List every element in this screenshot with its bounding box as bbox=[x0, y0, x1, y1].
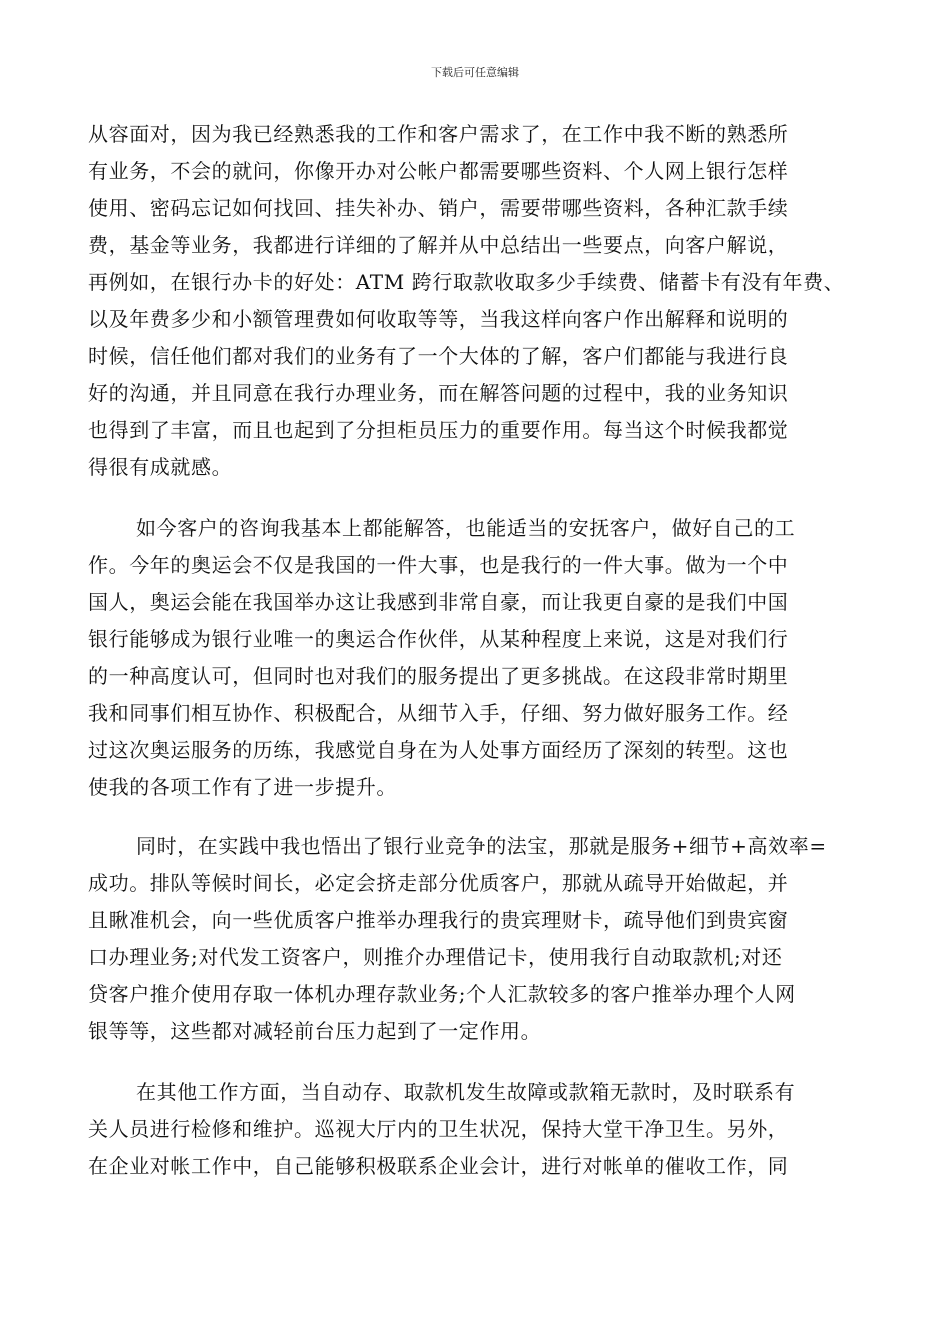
text-line: 且瞅准机会，向一些优质客户推举办理我行的贵宾理财卡，疏导他们到贵宾窗 bbox=[88, 908, 789, 932]
text-line: 得很有成就感。 bbox=[88, 455, 233, 479]
text-line: 使我的各项工作有了进一步提升。 bbox=[88, 775, 397, 799]
text-line: 银等等，这些都对减轻前台压力起到了一定作用。 bbox=[88, 1019, 542, 1043]
text-line: 以及年费多少和小额管理费如何收取等等，当我这样向客户作出解释和说明的 bbox=[88, 307, 789, 331]
text-line: 我和同事们相互协作、积极配合，从细节入手，仔细、努力做好服务工作。经 bbox=[88, 701, 789, 725]
text-line: 同时，在实践中我也悟出了银行业竞争的法宝，那就是服务+细节+高效率= bbox=[136, 834, 827, 858]
text-line: 使用、密码忘记如何找回、挂失补办、销户，需要带哪些资料，各种汇款手续 bbox=[88, 196, 789, 220]
text-line: 关人员进行检修和维护。巡视大厅内的卫生状况，保持大堂干净卫生。另外， bbox=[88, 1117, 789, 1141]
text-line: 成功。排队等候时间长，必定会挤走部分优质客户，那就从疏导开始做起，并 bbox=[88, 871, 789, 895]
text-line: 作。今年的奥运会不仅是我国的一件大事，也是我行的一件大事。做为一个中 bbox=[88, 553, 789, 577]
text-line: 好的沟通，并且同意在我行办理业务，而在解答问题的过程中，我的业务知识 bbox=[88, 381, 789, 405]
text-line: 国人，奥运会能在我国举办这让我感到非常自豪，而让我更自豪的是我们中国 bbox=[88, 590, 789, 614]
text-line: 银行能够成为银行业唯一的奥运合作伙伴，从某种程度上来说，这是对我们行 bbox=[88, 627, 789, 651]
text-line: 的一种高度认可，但同时也对我们的服务提出了更多挑战。在这段非常时期里 bbox=[88, 664, 789, 688]
text-line: 贷客户推介使用存取一体机办理存款业务;个人汇款较多的客户推举办理个人网 bbox=[88, 982, 796, 1006]
text-line: 费，基金等业务，我都进行详细的了解并从中总结出一些要点，向客户解说， bbox=[88, 233, 789, 257]
text-line: 有业务，不会的就问，你像开办对公帐户都需要哪些资料、个人网上银行怎样 bbox=[88, 159, 789, 183]
text-line: 也得到了丰富，而且也起到了分担柜员压力的重要作用。每当这个时候我都觉 bbox=[88, 418, 789, 442]
text-line: 在其他工作方面，当自动存、取款机发生故障或款箱无款时，及时联系有 bbox=[136, 1080, 796, 1104]
text-line: 过这次奥运服务的历练，我感觉自身在为人处事方面经历了深刻的转型。这也 bbox=[88, 738, 789, 762]
text-line: 在企业对帐工作中，自己能够积极联系企业会计，进行对帐单的催收工作，同 bbox=[88, 1154, 789, 1178]
text-line: 再例如，在银行办卡的好处：ATM 跨行取款收取多少手续费、储蓄卡有没有年费、 bbox=[88, 270, 845, 294]
text-line: 口办理业务;对代发工资客户，则推介办理借记卡，使用我行自动取款机;对还 bbox=[88, 945, 783, 969]
text-line: 如今客户的咨询我基本上都能解答，也能适当的安抚客户，做好自己的工 bbox=[136, 516, 796, 540]
text-line: 从容面对，因为我已经熟悉我的工作和客户需求了，在工作中我不断的熟悉所 bbox=[88, 122, 789, 146]
text-line: 时候，信任他们都对我们的业务有了一个大体的了解，客户们都能与我进行良 bbox=[88, 344, 789, 368]
page-header-caption: 下载后可任意编辑 bbox=[431, 66, 519, 79]
